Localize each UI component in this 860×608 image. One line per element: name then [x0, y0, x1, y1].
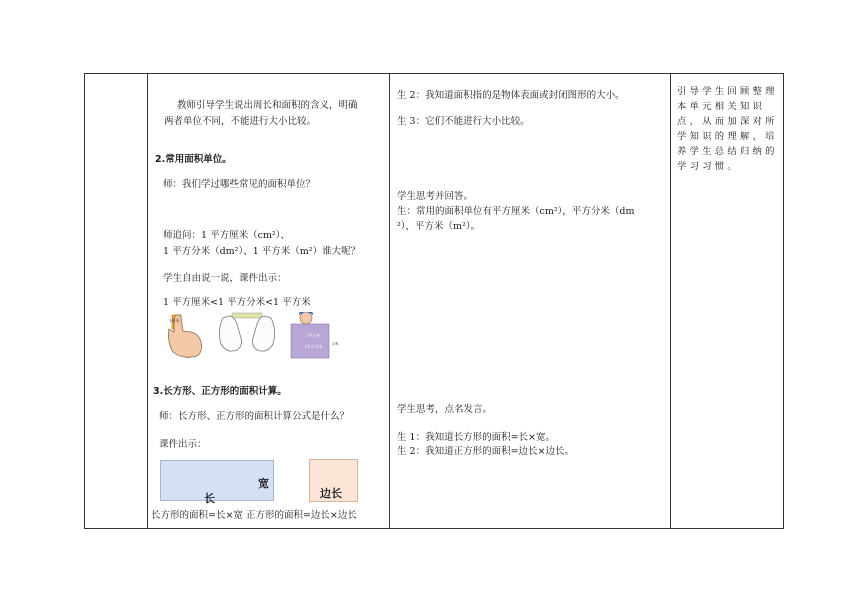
student-think-2: 学生思考，点名发言。: [397, 404, 493, 415]
img-label-1meter: 1米: [332, 341, 339, 346]
intent-line-1: 引导学生回顾整理: [677, 86, 778, 97]
two-hands-icon: [219, 313, 274, 351]
intent-line-6: 学习习惯。: [677, 161, 740, 172]
rect-length-label: 长: [204, 492, 215, 505]
teacher-question-3: 师：长方形、正方形的面积计算公式是什么？: [159, 411, 350, 422]
unit-comparison: 1 平方厘米<1 平方分米<1 平方米: [163, 297, 311, 308]
student-units-line-1: 生：常用的面积单位有平方厘米（cm²），平方分米（dm: [397, 206, 635, 217]
teacher-followup-line-1: 师追问：1 平方厘米（cm²）、: [163, 230, 290, 241]
lesson-table: [84, 73, 784, 529]
area-formulas: 长方形的面积=长×宽 正方形的面积=边长×边长: [151, 510, 357, 521]
rect-width-label: 宽: [258, 477, 269, 490]
rectangle-figure: [160, 460, 274, 501]
section-heading-3: 3.长方形、正方形的面积计算。: [153, 386, 287, 397]
intro-line-2: 两者单位不同，不能进行大小比较。: [164, 116, 317, 127]
column-divider-2: [389, 74, 390, 528]
column-divider-1: [147, 74, 148, 528]
courseware-show: 课件出示：: [159, 439, 207, 450]
img-label-1cm: 1厘米: [169, 318, 180, 323]
student-units-line-2: ²），平方米（m²）。: [397, 221, 481, 232]
intent-line-4: 学知识的理解，培: [677, 131, 778, 142]
intent-line-2: 本单元相关知识: [677, 101, 766, 112]
intro-line-1: 教师引导学生说出周长和面积的含义，明确: [177, 100, 358, 111]
students-say: 学生自由说一说，课件出示：: [163, 273, 287, 284]
student-3-answer: 生 3：它们不能进行大小比较。: [397, 116, 530, 127]
column-divider-3: [670, 74, 671, 528]
student-2-formula: 生 2：我知道正方形的面积=边长×边长。: [397, 446, 574, 457]
section-heading-2: 2.常用面积单位。: [155, 154, 232, 165]
square-side-label: 边长: [320, 487, 342, 500]
student-1-formula: 生 1：我知道长方形的面积=长×宽。: [397, 432, 555, 443]
img-label-1dm: 1平方分米: [304, 344, 323, 349]
student-think-1: 学生思考并回答。: [397, 191, 474, 202]
intent-line-3: 点，从而加深对所: [677, 116, 778, 127]
teacher-question-1: 师：我们学过哪些常见的面积单位？: [163, 179, 316, 190]
student-2-answer: 生 2：我知道面积指的是物体表面或封闭图形的大小。: [397, 90, 625, 101]
img-label-1m: 1平方米: [306, 333, 321, 338]
teacher-followup-line-2: 1 平方分米（dm²）、1 平方米（m²）谁大呢？: [163, 246, 361, 257]
intent-line-5: 养学生总结归纳的: [677, 146, 778, 157]
unit-illustration: [161, 312, 341, 362]
